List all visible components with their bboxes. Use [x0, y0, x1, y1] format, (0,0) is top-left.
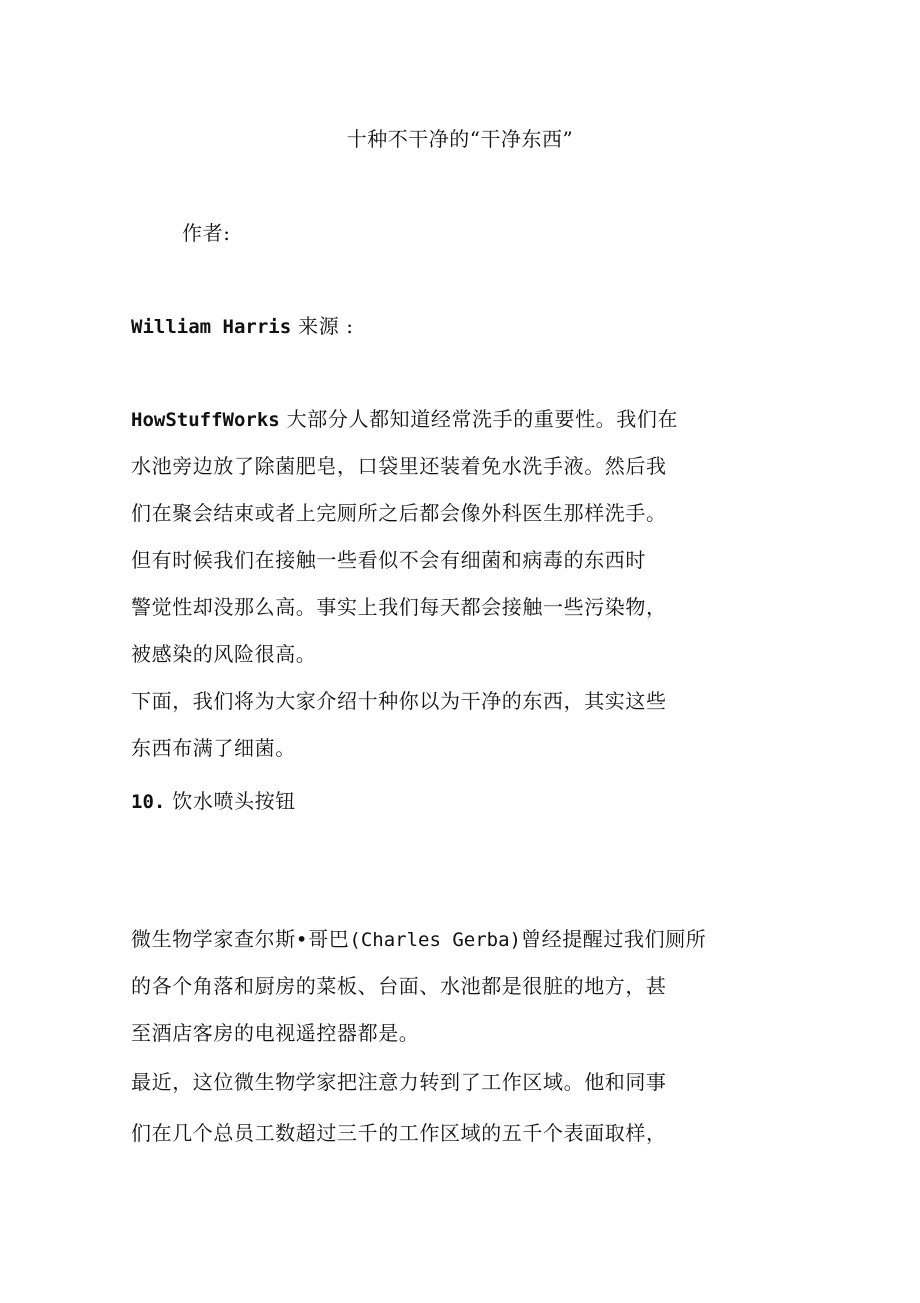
section-title: 饮水喷头按钮: [165, 789, 296, 813]
para2-prefix: 微生物学家查尔斯•哥巴: [131, 927, 350, 951]
author-source-line: [131, 312, 354, 341]
para2-line-4: 最近，这位微生物学家把注意力转到了工作区域。他和同事: [131, 1070, 667, 1094]
intro-line-5: 警觉性却没那么高。事实上我们每天都会接触一些污染物，: [131, 595, 667, 619]
intro-line-4: 但有时候我们在接触一些看似不会有细菌和病毒的东西时: [131, 548, 646, 572]
section-heading: [131, 787, 296, 816]
intro-text-1: 大部分人都知道经常洗手的重要性。我们在: [279, 407, 679, 431]
intro-line-2: 水池旁边放了除菌肥皂，口袋里还装着免水洗手液。然后我: [131, 454, 667, 478]
para2-name: (Charles Gerba): [349, 929, 521, 951]
intro-line-6: 被感染的风险很高。: [131, 642, 317, 666]
para2-line-2: 的各个角落和厨房的菜板、台面、水池都是很脏的地方，甚: [131, 974, 667, 998]
intro-line-1: [131, 405, 678, 434]
para2-line-1: [131, 925, 706, 954]
author-label: 作者:: [182, 221, 231, 245]
source-name: HowStuffWorks: [131, 409, 280, 431]
para2-suffix: 曾经提醒过我们厕所: [521, 927, 707, 951]
intro-line-7: 下面，我们将为大家介绍十种你以为干净的东西，其实这些: [131, 689, 667, 713]
para2-line-3: 至酒店客房的电视遥控器都是。: [131, 1021, 420, 1045]
source-label: 来源 :: [291, 314, 354, 338]
document-title: 十种不干净的“干净东西”: [346, 127, 574, 151]
intro-line-8: 东西布满了细菌。: [131, 736, 296, 760]
section-number: 10.: [131, 791, 166, 813]
intro-line-3: 们在聚会结束或者上完厕所之后都会像外科医生那样洗手。: [131, 501, 667, 525]
para2-line-5: 们在几个总员工数超过三千的工作区域的五千个表面取样，: [131, 1121, 667, 1145]
author-name: William Harris: [131, 316, 292, 338]
